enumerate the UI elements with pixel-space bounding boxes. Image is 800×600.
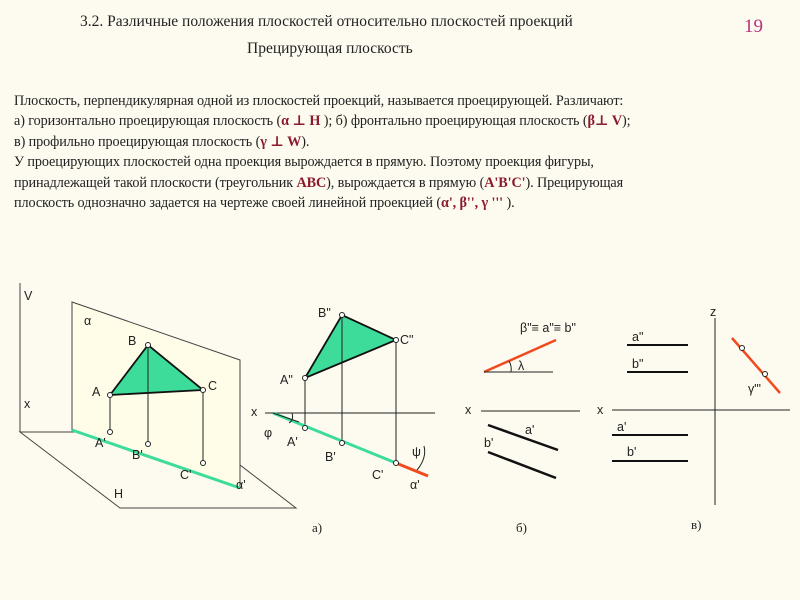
label-b1-c: b' [627,445,637,459]
label-b2: B" [318,306,331,320]
point-b [146,343,151,348]
label-alpha: α [84,314,92,328]
point-c1-a [394,461,399,466]
label-b2-c: b" [632,357,644,371]
label-c2: C" [400,333,414,347]
triangle-front-projection [305,315,396,378]
formula-beta-perp-v: β⊥ V [587,113,622,130]
caption-b: б) [516,520,527,535]
slide-title: 3.2. Различные положения плоскостей относительно плоскостей проекций [80,13,573,30]
point-b1 [146,442,151,447]
text-run: ). [503,195,515,212]
label-c1-a: C' [372,468,384,482]
label-c1: C' [180,468,192,482]
point-c [201,388,206,393]
text-run: ); [622,113,631,130]
label-a1-b: a' [525,423,535,437]
slide-subtitle: Прецирующая плоскость [247,40,413,57]
projection-abc-label: A'B'C' [484,174,526,191]
label-a: A [92,385,101,399]
alpha-trace-red [396,463,428,476]
point-gamma-bottom [763,372,768,377]
point-a2 [303,376,308,381]
label-gamma3: γ"' [748,382,762,396]
label-lambda: λ [518,359,525,373]
line-b1-b [488,452,556,478]
label-alpha1-a: α' [410,478,420,492]
text-run: плоскость однозначно задается на чертеже своей линейной проекцией ( [14,195,441,212]
label-b: B [128,334,137,348]
text-run: ). Прецирующая [525,174,624,191]
label-a1-c: a' [617,420,627,434]
line-a1-b [488,425,558,450]
label-z: z [710,305,717,319]
point-a [108,393,113,398]
label-alpha1: α' [236,478,246,492]
spatial-figure [20,283,296,508]
triangle-abc-label: АВС [296,174,327,191]
point-c1 [201,461,206,466]
page-number: 19 [744,16,763,37]
point-c2 [394,338,399,343]
drawing-a [251,306,435,535]
label-c: C [208,379,218,393]
phi-base [273,413,299,422]
text-run: ); б) фронтально проецирующая плоскость ( [320,113,588,130]
label-b1: B' [132,448,143,462]
label-b1-a: B' [325,450,336,464]
point-a1-a [303,426,308,431]
trace-labels: α', β'', γ ''' [441,195,504,212]
formula-gamma-perp-w: γ ⊥ W [260,133,302,150]
label-psi: ψ [412,445,421,459]
text-run: принадлежащей такой плоскости (треугольник [14,174,297,191]
paragraph-line-4: У проецирующих плоскостей одна проекция вырождается в прямую. Поэтому проекция фигуры, [14,154,594,171]
text-run: в) профильно проецирующая плоскость ( [14,133,261,150]
label-x-c: x [597,403,604,417]
caption-a: а) [312,520,323,535]
label-a2-c: a" [632,330,644,344]
point-b2 [340,313,345,318]
drawing-c [597,305,790,532]
label-beta: β"≡ a"≡ b" [520,321,576,335]
text-run: ), вырождается в прямую ( [326,174,485,191]
label-h: H [114,487,124,501]
text-run: а) горизонтально проецирующая плоскость ( [14,113,282,130]
point-b1-a [340,441,345,446]
label-x: x [24,397,31,411]
text-run: ). [301,133,310,150]
label-a2: A" [280,373,293,387]
formula-alpha-perp-h: α ⊥ H [281,113,321,130]
label-x-a: x [251,405,258,419]
point-a1 [108,430,113,435]
label-phi: φ [264,426,273,440]
label-x-b: x [465,403,472,417]
paragraph-line-1: Плоскость, перпендикулярная одной из плоскостей проекций, называется проецирующей. Различают: [14,93,624,109]
label-a1-a: A' [287,435,298,449]
drawing-b [465,321,580,535]
label-a1: A' [95,436,106,450]
lambda-arc [509,361,511,372]
caption-c: в) [691,517,702,532]
label-v: V [24,289,33,303]
label-b1-b: b' [484,436,494,450]
point-gamma-top [740,346,745,351]
